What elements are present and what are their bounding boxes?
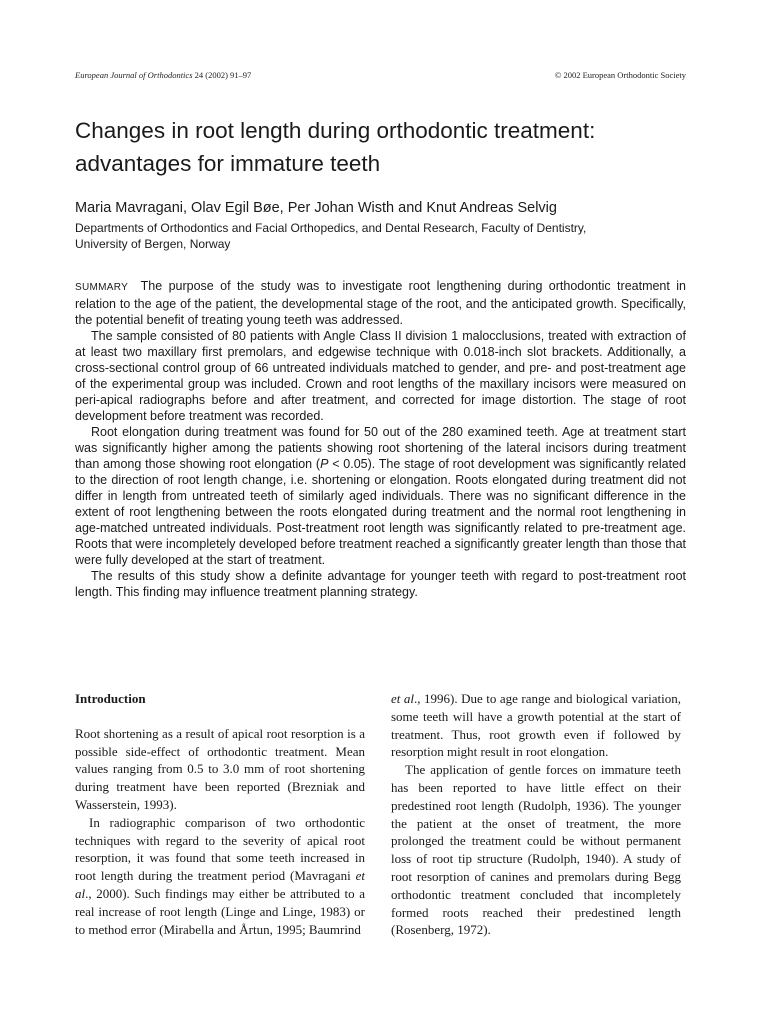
body-paragraph: et al., 1996). Due to age range and biological variation, some teeth will have a growth potential at the start of treatment. Thus, root growth even if followed by resorption might result in root elongation.: [391, 691, 681, 760]
abstract-paragraph-2: The sample consisted of 80 patients with Angle Class II division 1 malocclusions, treated with extraction of at least two maxillary first premolars, and edgewise technique with 0.018-inch slot brackets. Additionally, a cross-sectional control group of 66 untreated individuals matched to gender, and pre- and post-treatment age of the experimental group was included. Crown and root lengths of the maxillary incisors were measured on peri-apical radiographs before and after treatment, and corrected for image distortion. The stage of root development before treatment was recorded.: [75, 329, 686, 423]
copyright-notice: © 2002 European Orthodontic Society: [554, 70, 686, 80]
abstract-paragraph-1: SUMMARY The purpose of the study was to investigate root lengthening during orthodontic treatment in relation to the age of the patient, the developmental stage of the root, and the anticipated growth. Specifically, the potential benefit of treating young teeth was addressed.: [75, 279, 686, 327]
abstract-paragraph-3: Root elongation during treatment was found for 50 out of the 280 examined teeth. Age at treatment start was significantly higher among the patients showing root shortening of the lateral incisors during treatment than among those showing root elongation (P < 0.05). The stage of root development was significantly related to the direction of root length change, i.e. shortening or elongation. Roots elongated during treatment did not differ in length from untreated teeth of similarly aged individuals. There was no significant difference in the extent of root lengthening between the roots elongated during treatment and the normal root lengthening in age-matched untreated individuals. Post-treatment root length was significantly related to pre-treatment age. Roots that were incompletely developed before treatment reached a significantly greater length than those that were fully developed at the start of treatment.: [75, 425, 686, 567]
body-paragraph: The application of gentle forces on immature teeth has been reported to have little effect on their predestined root length (Rudolph, 1936). The younger the patient at the onset of treatment, the more prolonged the treatment could be without permanent loss of root tip structure (Rudolph, 1940). A study of root resorption of canines and premolars during Begg orthodontic treatment concluded that incompletely formed roots reached their predestined length (Rosenberg, 1972).: [391, 762, 681, 938]
abstract: [75, 278, 686, 600]
affiliation-line-2: University of Bergen, Norway: [75, 236, 231, 251]
journal-name: European Journal of Orthodontics: [75, 70, 193, 80]
author-list: Maria Mavragani, Olav Egil Bøe, Per Johan Wisth and Knut Andreas Selvig: [75, 200, 557, 216]
abstract-paragraph-4: The results of this study show a definite advantage for younger teeth with regard to post-treatment root length. This finding may influence treatment planning strategy.: [75, 569, 686, 599]
section-heading-introduction: Introduction: [75, 691, 146, 706]
body-column-right: [391, 690, 681, 939]
affiliation: [75, 221, 695, 252]
journal-volume: 24 (2002) 91–97: [192, 70, 252, 80]
journal-header: [75, 70, 251, 80]
body-paragraph: Root shortening as a result of apical root resorption is a possible side-effect of orthodontic treatment. Mean values ranging from 0.5 to 3.0 mm of root shortening during treatment have been reported (Brezniak and Wasserstein, 1993).: [75, 725, 365, 812]
affiliation-line-1: Departments of Orthodontics and Facial Orthopedics, and Dental Research, Faculty of Dentistry,: [75, 221, 587, 235]
title-line-1: Changes in root length during orthodontic treatment:: [75, 118, 596, 143]
article-title: [75, 114, 715, 180]
title-line-2: advantages for immature teeth: [75, 151, 381, 176]
body-paragraph: In radiographic comparison of two orthodontic techniques with regard to the severity of apical root resorption, it was found that some teeth increased in root length during the treatment period (Mavragani et al., 2000). Such findings may either be attributed to a real increase of root length (Linge and Linge, 1983) or to method error (Mirabella and Årtun, 1995; Baumrind: [75, 814, 365, 937]
body-column-left: [75, 690, 365, 938]
summary-label: SUMMARY: [75, 282, 129, 293]
